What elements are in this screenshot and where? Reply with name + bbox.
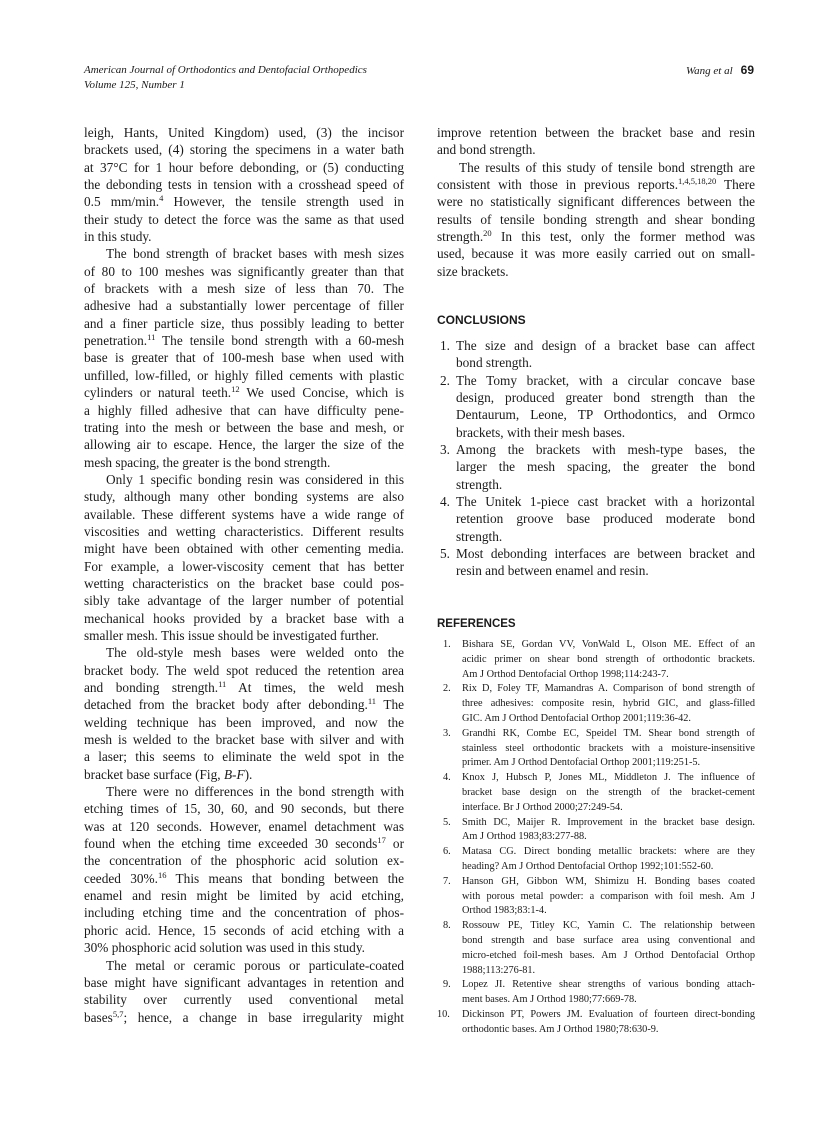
conclusions-heading: CONCLUSIONS <box>437 313 526 327</box>
text-line: Orthod 1983;83:1-4. <box>462 905 547 917</box>
text-line: might have been obtained with other cementing media. <box>84 541 404 557</box>
text-line: sibly take advantage of the larger number of potential <box>84 593 404 609</box>
paragraph <box>84 471 404 644</box>
text-line: and bond strength. <box>437 142 536 158</box>
text-line: welding technique has been improved, and now the <box>84 714 404 730</box>
text-line: bracket body. The weld spot reduced the retention area <box>84 662 404 678</box>
text-line: micro-etched foil-mesh bases. Am J Orthod Dentofacial Orthop <box>462 949 755 961</box>
text-line: and bonding strength.$^{11}$ At times, the weld mesh <box>84 679 404 695</box>
text-line: stability over currently used conventional metal <box>84 992 404 1008</box>
item-number: 1. <box>443 639 451 650</box>
item-number: 8. <box>443 920 451 932</box>
text-line: bracket base design on the strength of the bracket-cement <box>462 786 755 798</box>
text-line: Am J Orthod Dentofacial Orthop 1998;114:243-7. <box>462 668 669 680</box>
reference-item <box>441 919 755 978</box>
text-line: Dentaurum, Leone, TP Orthodontics, and Ormco <box>456 407 755 423</box>
running-header <box>84 63 367 93</box>
text-line: used, because it was more easily carried out on small- <box>437 246 755 262</box>
text-line: their study to detect the force was the same as that used <box>84 211 404 227</box>
text-line: Matasa CG. Direct bonding metallic brackets: where are they <box>462 846 755 858</box>
paragraph <box>84 124 404 245</box>
text-line: heading? Am J Orthod Dentofacial Orthop 1992;101:552-60. <box>462 860 714 872</box>
paragraph <box>84 644 404 783</box>
text-line: strength. <box>456 528 503 544</box>
conclusion-item <box>437 493 755 545</box>
item-number: 5. <box>443 816 451 828</box>
text-line: 30% phosphoric acid solution was used in this study. <box>84 940 365 956</box>
text-line: adhesive had a substantially lower percentage of filler <box>84 298 404 314</box>
paragraph <box>437 124 755 159</box>
item-number: 2. <box>440 372 450 388</box>
text-line: ment bases. Am J Orthod 1980;77:669-78. <box>462 994 637 1006</box>
citation-superscript: 20 <box>483 228 492 239</box>
text-line: The metal or ceramic porous or particulate-coated <box>106 957 404 973</box>
reference-item <box>441 771 755 815</box>
text-line: leigh, Hants, United Kingdom) used, (3) the incisor <box>84 125 404 140</box>
text-line: Knox J, Hubsch P, Jones ML, Middleton J. The influence of <box>462 772 755 784</box>
text-line: The Unitek 1-piece cast bracket with a horizontal <box>456 494 755 510</box>
text-line: of brackets with a mesh size of less than 70. The <box>84 281 404 297</box>
text-line: found when the etching time exceeded 30 seconds$^{17}$ or <box>84 835 404 852</box>
text-line: 1988;113:276-81. <box>462 964 536 976</box>
text-line: design, produced greater bond strength than the <box>456 390 755 406</box>
text-line: consistent with those in previous reports.$^{1,4,5,18,20}$ There <box>437 176 755 193</box>
references-list <box>437 638 755 1038</box>
text-line: Only 1 specific bonding resin was considered in this <box>106 471 404 487</box>
text-line: acidic primer on shear bond strength of orthodontic brackets. <box>462 653 755 665</box>
text-line: Rossouw PE, Titley KC, Yamin C. The relationship between <box>462 920 755 932</box>
text-line: including etching time and the concentration of phos- <box>84 905 404 921</box>
text-line: results of tensile bonding strength and shear bonding <box>437 211 755 227</box>
citation-superscript: 12 <box>231 384 240 395</box>
reference-item <box>441 978 755 1008</box>
text-line: Rix D, Foley TF, Mamandras A. Comparison of bond strength of <box>462 683 755 695</box>
citation-superscript: 17 <box>377 835 386 846</box>
citation-superscript: 11 <box>367 696 377 707</box>
text-line: Lopez JI. Retentive shear strengths of various bonding attach- <box>462 979 755 991</box>
text-line: bracket base surface (Fig, B-F). <box>84 766 253 782</box>
text-line: enamel and resin might be limited by acid etching, <box>84 888 404 904</box>
text-line: a laser; this seems to eliminate the weld spot in the <box>84 749 404 765</box>
text-line: three adhesives: composite resin, hybrid GIC, and glass-filled <box>462 698 755 710</box>
conclusions-list <box>437 337 755 580</box>
text-line: with porous metal powder: a comparison with foil mesh. Am J <box>462 890 755 902</box>
text-line: Smith DC, Maijer R. Improvement in the bracket base design. <box>462 816 755 828</box>
text-line: For example, a lower-viscosity cement that has better <box>84 558 404 574</box>
text-line: at 37°C for 1 hour before debonding, or (5) conducting <box>84 159 404 175</box>
paragraph <box>84 783 404 956</box>
conclusion-item <box>437 441 755 493</box>
text-line: detached from the bracket body after debonding.$^{11}$ The <box>84 696 404 713</box>
paragraph <box>84 957 404 1026</box>
citation-superscript: 11 <box>147 332 156 343</box>
item-number: 7. <box>443 875 451 887</box>
citation-superscript: 1,4,5,18,20 <box>678 176 717 187</box>
text-line: viscosities and wetting characteristics. Different results <box>84 523 404 539</box>
text-line: resin and between enamel and resin. <box>456 563 649 579</box>
journal-title: American Journal of Orthodontics and Dentofacial Orthopedics <box>84 64 367 76</box>
paragraph <box>437 159 755 280</box>
text-line: was at 120 seconds. However, enamel detachment was <box>84 818 404 834</box>
text-line: a highly filled adhesive that can have difficulty pene- <box>84 402 404 418</box>
text-line: study, although many other bonding systems are also <box>84 489 404 505</box>
reference-item <box>441 845 755 875</box>
reference-item <box>441 727 755 771</box>
text-line: 0.5 mm/min.$^4$ However, the tensile strength used in <box>84 193 404 210</box>
reference-item <box>441 638 755 682</box>
item-number: 4. <box>440 494 450 510</box>
text-line: Among the brackets with mesh-type bases, the <box>456 442 755 458</box>
text-line: improve retention between the bracket base and resin <box>437 125 755 140</box>
text-line: There were no differences in the bond strength with <box>106 784 404 800</box>
text-line: available. These different systems have a wide range of <box>84 506 404 522</box>
citation-superscript: 5,7 <box>112 1008 124 1019</box>
authors: Wang et al <box>685 65 733 77</box>
text-line: etching times of 15, 30, 60, and 90 seconds, but there <box>84 801 404 817</box>
text-line: were no statistically significant differences between the <box>437 194 755 210</box>
text-line: The Tomy bracket, with a circular concave base <box>456 372 755 388</box>
text-line: stainless steel orthodontic brackets with a moisture-insensitive <box>462 742 755 754</box>
text-line: Am J Orthod 1983;83:277-88. <box>462 831 587 843</box>
text-line: bond strength. <box>456 355 533 371</box>
text-line: penetration.$^{11}$ The tensile bond strength with a 60-mesh <box>84 332 404 349</box>
text-line: of 80 to 100 meshes was significantly greater than that <box>84 263 404 279</box>
citation-superscript: 11 <box>218 679 227 689</box>
text-line: retention groove base produced moderate bond <box>456 511 755 527</box>
item-number: 2. <box>443 683 451 695</box>
text-line: Grandhi RK, Combe EC, Speidel TM. Shear bond strength of <box>462 727 755 739</box>
running-header-right <box>686 63 754 79</box>
paragraph <box>84 245 404 470</box>
item-number: 6. <box>443 846 451 858</box>
text-line: size brackets. <box>437 263 509 279</box>
text-line: interface. Br J Orthod 2000;27:249-54. <box>462 801 623 813</box>
text-line: ceeded 30%.$^{16}$ This means that bonding between the <box>84 869 404 886</box>
citation-superscript: 16 <box>157 869 167 880</box>
reference-item <box>441 816 755 846</box>
text-line: brackets used, (4) storing the specimens in a water bath <box>84 142 404 158</box>
reference-item <box>441 875 755 919</box>
text-line: mechanical hooks provided by a bracket base with a <box>84 610 404 626</box>
text-line: primer. Am J Orthod Dentofacial Orthop 2001;119:251-5. <box>462 757 701 769</box>
text-line: bases$^{5,7}$; hence, a change in base irregularity might <box>84 1008 404 1025</box>
citation-superscript: 4 <box>159 193 164 204</box>
conclusion-item <box>437 372 755 441</box>
item-number: 10. <box>437 1008 450 1020</box>
item-number: 3. <box>440 442 450 458</box>
text-line: Hanson GH, Gibbon WM, Shimizu H. Bonding bases coated <box>462 875 755 887</box>
text-line: mesh is welded to the bracket base with silver and with <box>84 732 404 748</box>
text-line: The bond strength of bracket bases with mesh sizes <box>106 246 404 262</box>
reference-item <box>437 1008 755 1038</box>
text-line: unfilled, low-filled, or highly filled cements with plastic <box>84 367 404 383</box>
text-line: base is greater that of 100-mesh base when used with <box>84 350 404 366</box>
text-line: brackets, with their mesh bases. <box>456 424 626 440</box>
text-line: The size and design of a bracket base can affect <box>456 338 755 353</box>
text-line: Most debonding interfaces are between bracket and <box>456 546 755 562</box>
conclusion-item <box>437 545 755 580</box>
text-line: in this study. <box>84 229 152 245</box>
text-line: base might have significant advantages in retention and <box>84 974 404 990</box>
text-line: the concentration of the phosphoric acid solution ex- <box>84 853 404 869</box>
text-line: mesh spacing, the greater is the bond strength. <box>84 454 331 470</box>
text-line: The old-style mesh bases were welded onto the <box>106 645 404 661</box>
item-number: 5. <box>440 546 450 562</box>
text-line: smaller mesh. This issue should be investigated further. <box>84 627 379 643</box>
text-line: cylinders or natural teeth.$^{12}$ We used Concise, which is <box>84 384 404 401</box>
text-line: strength. <box>456 476 503 492</box>
text-line: phoric acid. Hence, 15 seconds of acid etching with a <box>84 922 404 938</box>
item-number: 3. <box>443 727 451 739</box>
item-number: 9. <box>443 979 451 991</box>
left-column <box>84 124 404 1026</box>
journal-volume: Volume 125, Number 1 <box>84 79 185 91</box>
references-heading: REFERENCES <box>437 618 516 630</box>
text-line: strength.$^{20}$ In this test, only the former method was <box>437 228 755 245</box>
text-line: orthodontic bases. Am J Orthod 1980;78:630-9. <box>462 1023 659 1035</box>
reference-item <box>441 682 755 726</box>
item-number: 1. <box>440 338 450 353</box>
conclusion-item <box>437 337 755 372</box>
text-line: Dickinson PT, Powers JM. Evaluation of fourteen direct-bonding <box>462 1008 755 1020</box>
page-number: 69 <box>740 63 754 77</box>
text-line: The results of this study of tensile bond strength are <box>459 159 755 175</box>
text-line: the debonding tests in tension with a crosshead speed of <box>84 177 404 193</box>
text-line: GIC. Am J Orthod Dentofacial Orthop 2001;119:36-42. <box>462 712 691 724</box>
right-column <box>437 124 755 280</box>
text-line: wetting characteristics on the bracket base could pos- <box>84 575 404 591</box>
text-line: bond strength and base surface area using conventional and <box>462 934 755 946</box>
text-line: allowing air to escape. Hence, the larger the size of the <box>84 437 404 453</box>
text-line: and a finer particle size, thus possibly leading to better <box>84 315 404 331</box>
text-line: trating into the mesh or between the base and mesh, or <box>84 419 404 435</box>
text-line: larger the mesh spacing, the greater the bond <box>456 459 755 475</box>
item-number: 4. <box>443 772 451 784</box>
italic-text: B-F <box>223 766 245 782</box>
text-line: Bishara SE, Gordan VV, VonWald L, Olson ME. Effect of an <box>462 639 755 650</box>
